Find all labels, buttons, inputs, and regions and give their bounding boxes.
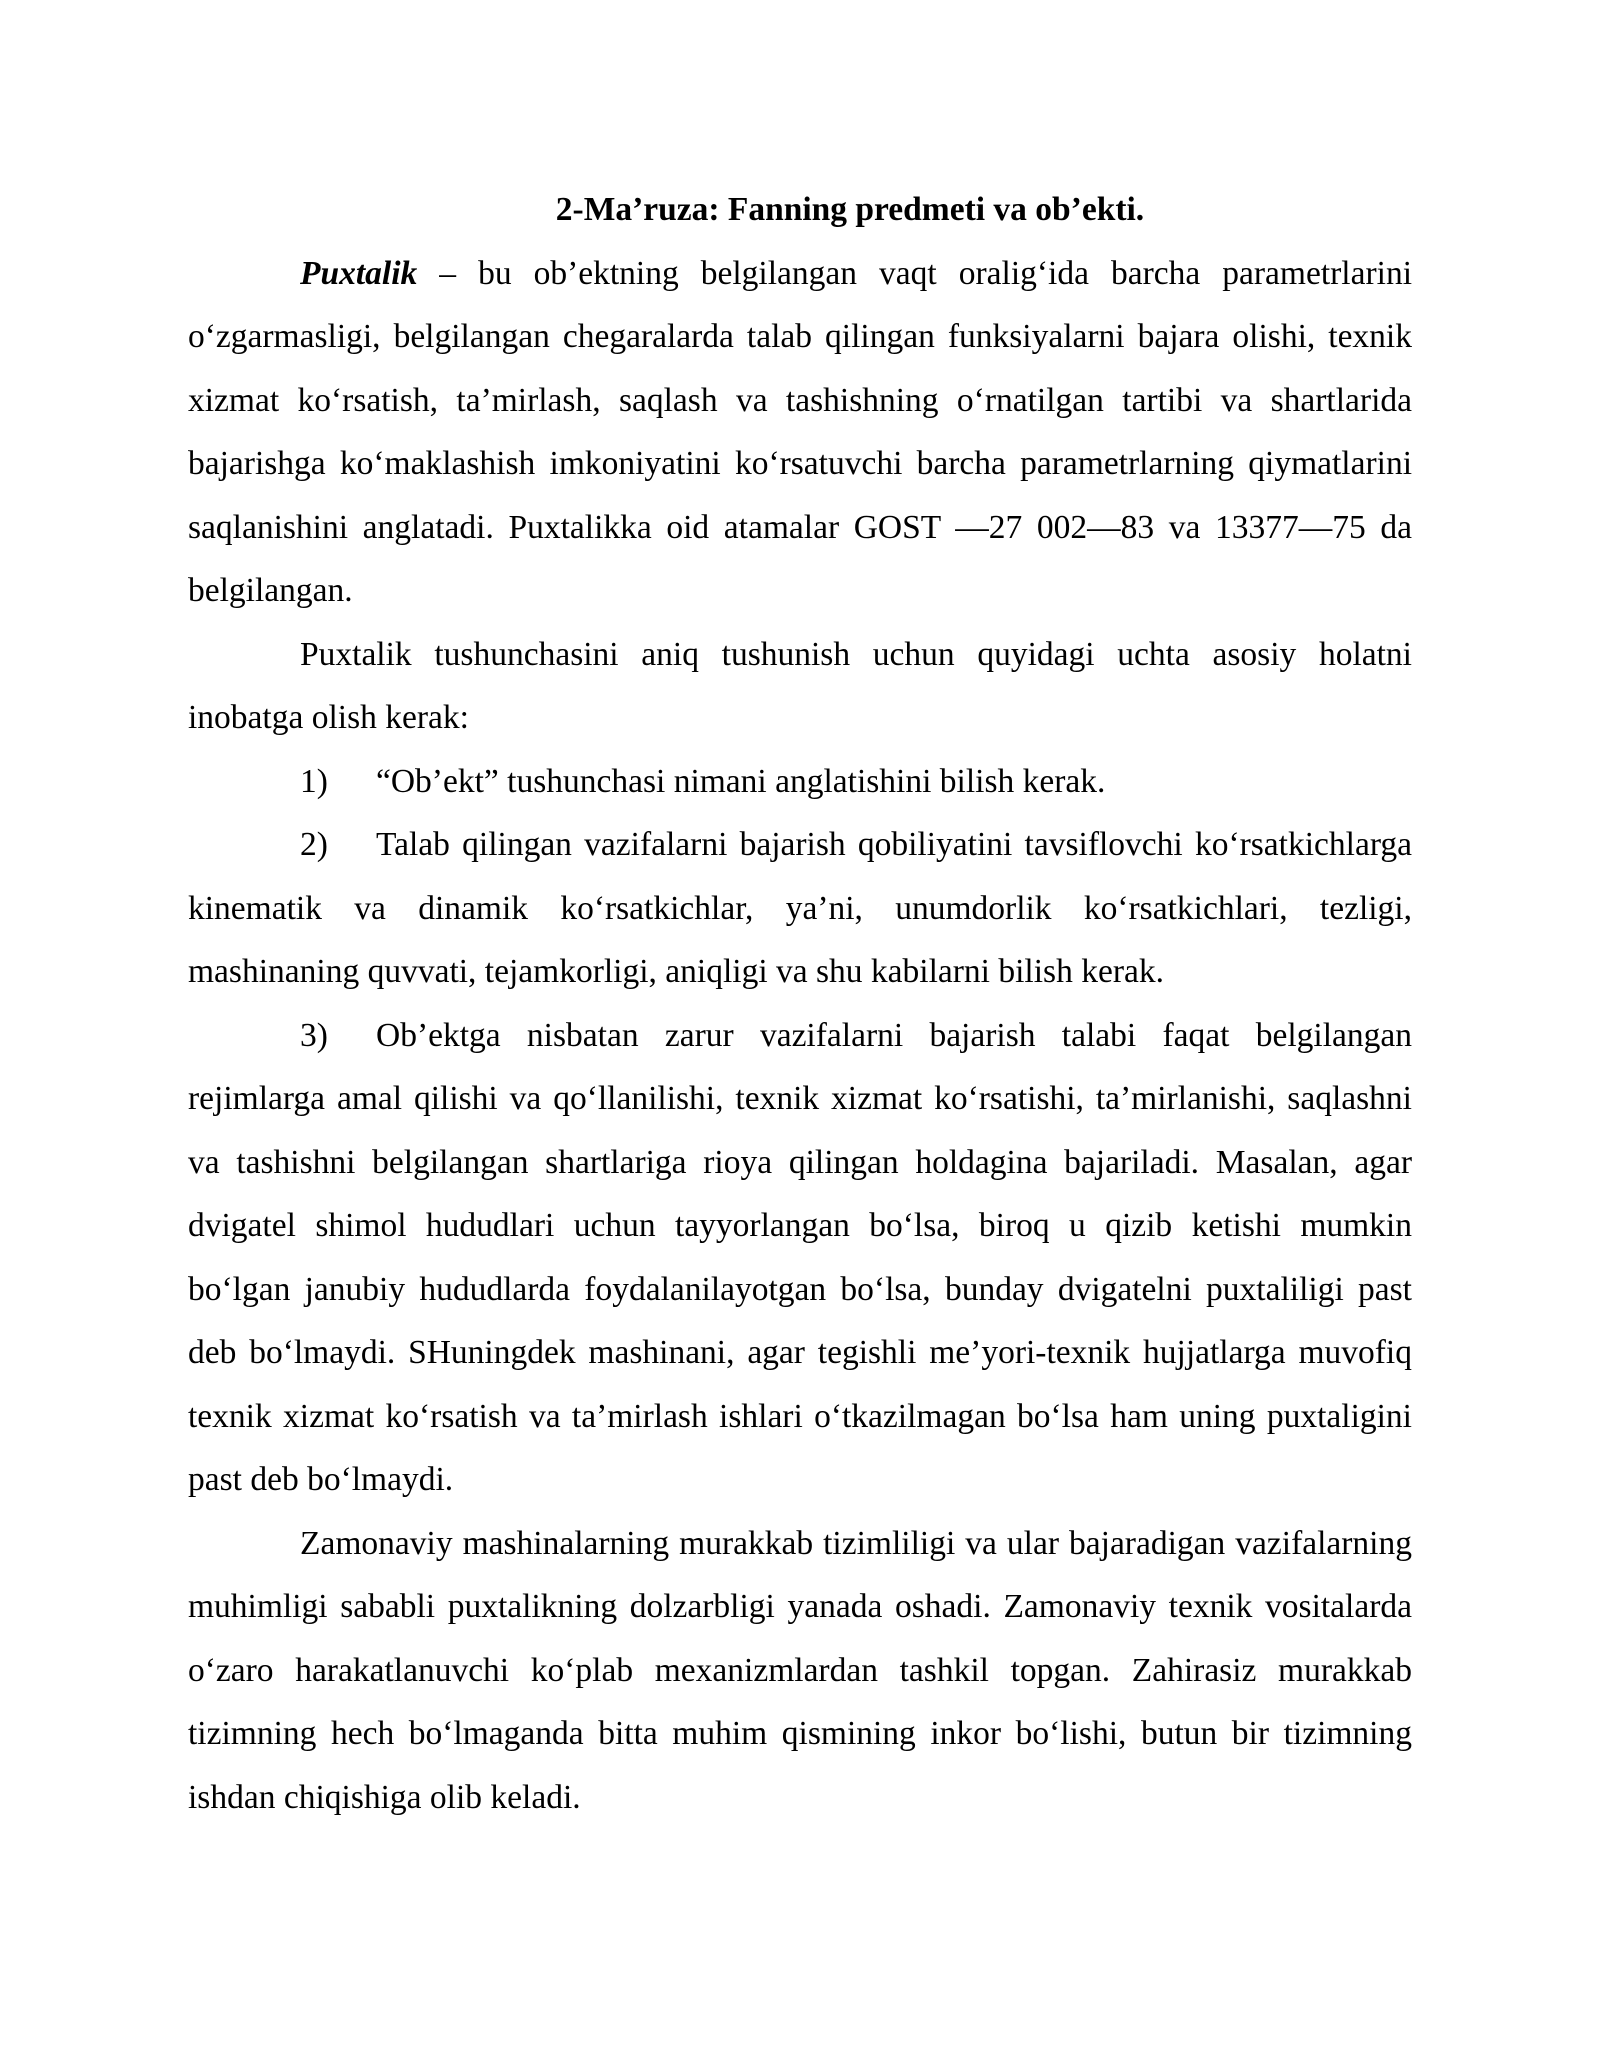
document-page [188, 178, 1412, 1829]
list-item-2 [188, 813, 1412, 1004]
list-item-number: 3) [300, 1016, 328, 1054]
list-item-text: “Ob’ekt” tushunchasi nimani anglatishini bilish kerak. [376, 762, 1106, 800]
list-item-text: Ob’ektga nisbatan zarur vazifalarni bajarish talabi faqat belgilangan rejimlarga amal qilishi va qo‘llanilishi, texnik xizmat ko‘rsatishi, ta’mirlanishi, saqlashni va tashishni belgilangan shartlariga rioya qilingan holdagina bajariladi. Masalan, agar dvigatel shimol hududlari uchun tayyorlangan bo‘lsa, biroq u qizib ketishi mumkin bo‘lgan janubiy hududlarda foydalanilayotgan bo‘lsa, bunday dvigatelni puxtaliligi past deb bo‘lmaydi. SHuningdek mashinani, agar tegishli me’yori-texnik hujjatlarga muvofiq texnik xizmat ko‘rsatish va ta’mirlash ishlari o‘tkazilmagan bo‘lsa ham uning puxtaligini past deb bo‘lmaydi. [188, 1016, 1412, 1498]
list-item-3 [188, 1004, 1412, 1512]
list-item-number: 1) [300, 762, 328, 800]
definition-text: – bu ob’ektning belgilangan vaqt oralig‘ida barcha parametrlarini o‘zgarmasligi, belgilangan chegaralarda talab qilingan funksiyalarni bajara olishi, texnik xizmat ko‘rsatish, ta’mirlash, saqlash va tashishning o‘rnatilgan tartibi va shartlarida bajarishga ko‘maklashish imkoniyatini ko‘rsatuvchi barcha parametrlarning qiymatlarini saqlanishini anglatadi. Puxtalikka oid atamalar GOST —27 002—83 va 13377—75 da belgilangan. [188, 254, 1412, 609]
paragraph-conclusion: Zamonaviy mashinalarning murakkab tizimliligi va ular bajaradigan vazifalarning muhimligi sababli puxtalikning dolzarbligi yanada oshadi. Zamonaviy texnik vositalarda o‘zaro harakatlanuvchi ko‘plab mexanizmlardan tashkil topgan. Zahirasiz murakkab tizimning hech bo‘lmaganda bitta muhim qismining inkor bo‘lishi, butun bir tizimning ishdan chiqishiga olib keladi. [188, 1524, 1412, 1816]
lecture-title: 2-Ma’ruza: Fanning predmeti va ob’ekti. [555, 191, 1145, 228]
term-puxtalik: Puxtalik [300, 254, 418, 292]
list-item-text: Talab qilingan vazifalarni bajarish qobiliyatini tavsiflovchi ko‘rsatkichlarga kinematik va dinamik ko‘rsatkichlar, ya’ni, unumdorlik ko‘rsatkichlari, tezligi, mashinaning quvvati, tejamkorligi, aniqligi va shu kabilarni bilish kerak. [188, 826, 1412, 990]
paragraph-definition [188, 242, 1412, 623]
paragraph-intro: Puxtalik tushunchasini aniq tushunish uchun quyidagi uchta asosiy holatni inobatga olish kerak: [188, 635, 1412, 736]
list-item-1 [188, 750, 1412, 814]
list-item-number: 2) [300, 826, 328, 863]
